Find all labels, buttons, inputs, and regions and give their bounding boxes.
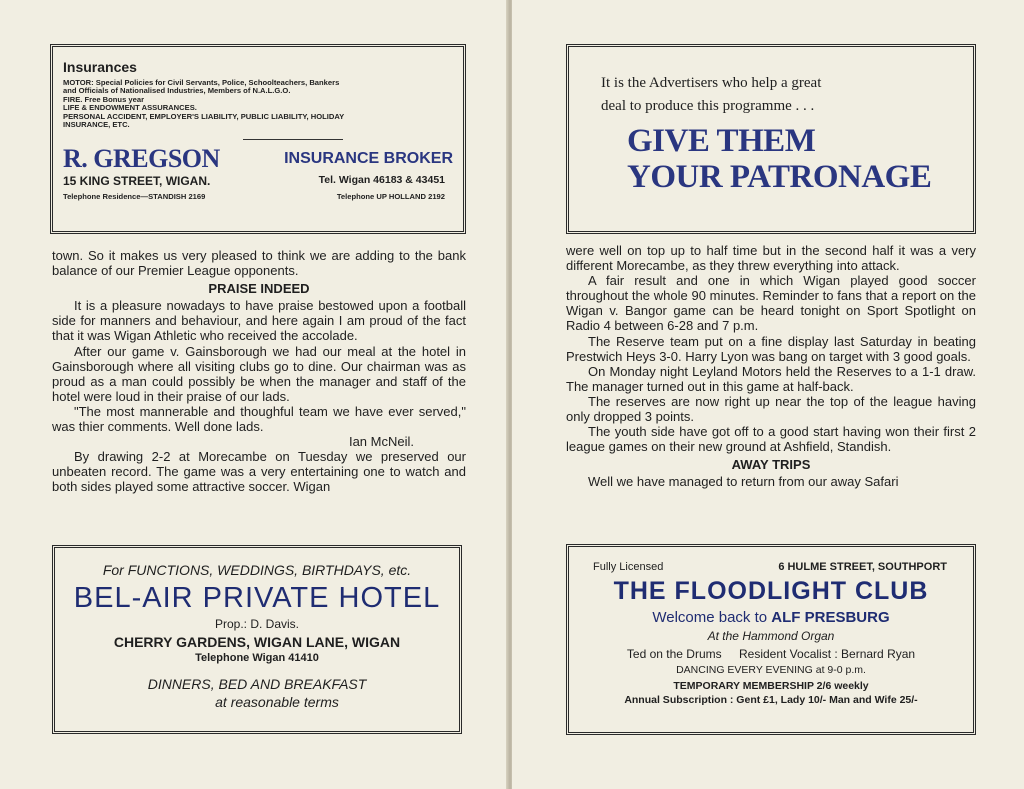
floodlight-club-advert bbox=[566, 544, 976, 735]
headline-line: GIVE THEM bbox=[627, 123, 816, 159]
paragraph: The reserves are now right up near the top of the league having only dropped 3 points. bbox=[566, 393, 976, 425]
paragraph: The Reserve team put on a fine display last Saturday in beating Prestwich Heys 3-0. Harry Lyon was bang on target with 3 good goals. bbox=[566, 333, 976, 364]
welcome-text: Welcome back to bbox=[652, 609, 768, 626]
section-heading: PRAISE INDEED bbox=[208, 281, 310, 297]
right-page bbox=[512, 0, 1024, 789]
paragraph: After our game v. Gainsborough we had our meal at the hotel in Gainsborough where all visiting clubs go to dine. Our chairman was as proud as a man could possibly be when the manager and staff of the hotel were loud in their praise of our lads. bbox=[52, 343, 466, 404]
paragraph: On Monday night Leyland Motors held the Reserves to a 1-1 draw. The manager turned out in this game at half-back. bbox=[566, 363, 976, 394]
vocalist: Resident Vocalist : Bernard Ryan bbox=[738, 647, 916, 661]
paragraph: were well on top up to half time but in the second half it was a very different Morecambe, as they threw everything into attack. bbox=[566, 243, 976, 274]
paragraph: town. So it makes us very pleased to think we are adding to the bank balance of our Premier League opponents. bbox=[52, 248, 466, 279]
left-article-column bbox=[52, 248, 466, 495]
insurance-title: Insurances bbox=[63, 59, 137, 75]
policy-line: INSURANCE, ETC. bbox=[63, 120, 130, 130]
paragraph: "The most mannerable and thoughful team we have ever served," was thier comments. Well done lads. bbox=[52, 403, 466, 435]
policy-line: PERSONAL ACCIDENT, EMPLOYER'S LIABILITY, PUBLIC LIABILITY, HOLIDAY bbox=[63, 111, 345, 121]
broker-name: R. GREGSON bbox=[63, 144, 220, 174]
divider bbox=[243, 139, 343, 140]
hotel-functions: For FUNCTIONS, WEDDINGS, BIRTHDAYS, etc. bbox=[102, 562, 412, 578]
broker-address: 15 KING STREET, WIGAN. bbox=[63, 174, 211, 189]
broker-other-phones bbox=[63, 192, 453, 201]
left-page bbox=[0, 0, 508, 789]
paragraph: The youth side have got off to a good start having won their first 2 league games on their new ground at Ashfield, Standish. bbox=[566, 424, 976, 455]
headline-line: YOUR PATRONAGE bbox=[627, 159, 932, 195]
club-welcome bbox=[579, 609, 963, 626]
drummer: Ted on the Drums bbox=[626, 647, 722, 661]
hotel-name: BEL-AIR PRIVATE HOTEL bbox=[73, 582, 441, 614]
patronage-advert bbox=[566, 44, 976, 234]
paragraph: Well we have managed to return from our away Safari bbox=[588, 474, 899, 490]
club-header bbox=[579, 561, 963, 573]
club-membership: TEMPORARY MEMBERSHIP 2/6 weekly bbox=[673, 680, 869, 692]
club-band bbox=[579, 647, 963, 661]
insurance-advert bbox=[50, 44, 466, 234]
hotel-terms: at reasonable terms bbox=[215, 694, 339, 710]
club-name: THE FLOODLIGHT CLUB bbox=[613, 577, 929, 605]
broker-contact bbox=[63, 174, 453, 188]
paragraph: A fair result and one in which Wigan played good soccer throughout the whole 90 minutes. Reminder to fans that a report on the Wigan v. Bangor game can be heard tonight on Sport Spotlight on Radio 4 between 6-28 and 7 p.m. bbox=[566, 273, 976, 334]
policy-line: and Officials of Nationalised Industries, Members of N.A.L.G.O. bbox=[63, 86, 291, 96]
policy-line: MOTOR: Special Policies for Civil Servants, Police, Schoolteachers, Bankers bbox=[63, 78, 340, 87]
author-signature: Ian McNeil. bbox=[348, 434, 414, 450]
broker-role: INSURANCE BROKER bbox=[284, 150, 453, 168]
advert-line: It is the Advertisers who help a great bbox=[601, 75, 822, 91]
hotel-proprietor: Prop.: D. Davis. bbox=[214, 617, 300, 631]
club-address: 6 HULME STREET, SOUTHPORT bbox=[778, 561, 947, 573]
club-subscription: Annual Subscription : Gent £1, Lady 10/- Man and Wife 25/- bbox=[624, 694, 918, 706]
policy-line: LIFE & ENDOWMENT ASSURANCES. bbox=[63, 103, 197, 113]
club-dancing: DANCING EVERY EVENING at 9-0 p.m. bbox=[676, 664, 866, 676]
section-heading: AWAY TRIPS bbox=[731, 457, 811, 473]
hotel-services: DINNERS, BED AND BREAKFAST bbox=[147, 676, 367, 692]
belair-hotel-advert bbox=[52, 545, 462, 734]
club-licence: Fully Licensed bbox=[593, 561, 664, 573]
broker-heading bbox=[63, 146, 453, 172]
upholland-phone: Telephone UP HOLLAND 2192 bbox=[336, 192, 445, 202]
advert-headline bbox=[627, 123, 963, 195]
paragraph: By drawing 2-2 at Morecambe on Tuesday we preserved our unbeaten record. The game was a very entertaining one to watch and both sides played some attractive soccer. Wigan bbox=[52, 449, 466, 495]
hotel-address: CHERRY GARDENS, WIGAN LANE, WIGAN bbox=[113, 634, 401, 650]
advert-line: deal to produce this programme . . . bbox=[601, 98, 815, 114]
policy-line: FIRE. Free Bonus year bbox=[63, 94, 145, 104]
broker-telephone: Tel. Wigan 46183 & 43451 bbox=[318, 174, 445, 187]
right-article-column bbox=[566, 243, 976, 490]
hotel-telephone: Telephone Wigan 41410 bbox=[195, 652, 319, 664]
performer-name: ALF PRESBURG bbox=[771, 609, 890, 626]
residence-phone: Telephone Residence—STANDISH 2169 bbox=[63, 192, 206, 202]
insurance-policy-list bbox=[63, 79, 453, 129]
paragraph: It is a pleasure nowadays to have praise bestowed upon a football side for manners and behaviour, and here again I am proud of the fact that it was Wigan Athletic who received the accolade. bbox=[52, 298, 466, 344]
club-organ: At the Hammond Organ bbox=[707, 629, 835, 643]
